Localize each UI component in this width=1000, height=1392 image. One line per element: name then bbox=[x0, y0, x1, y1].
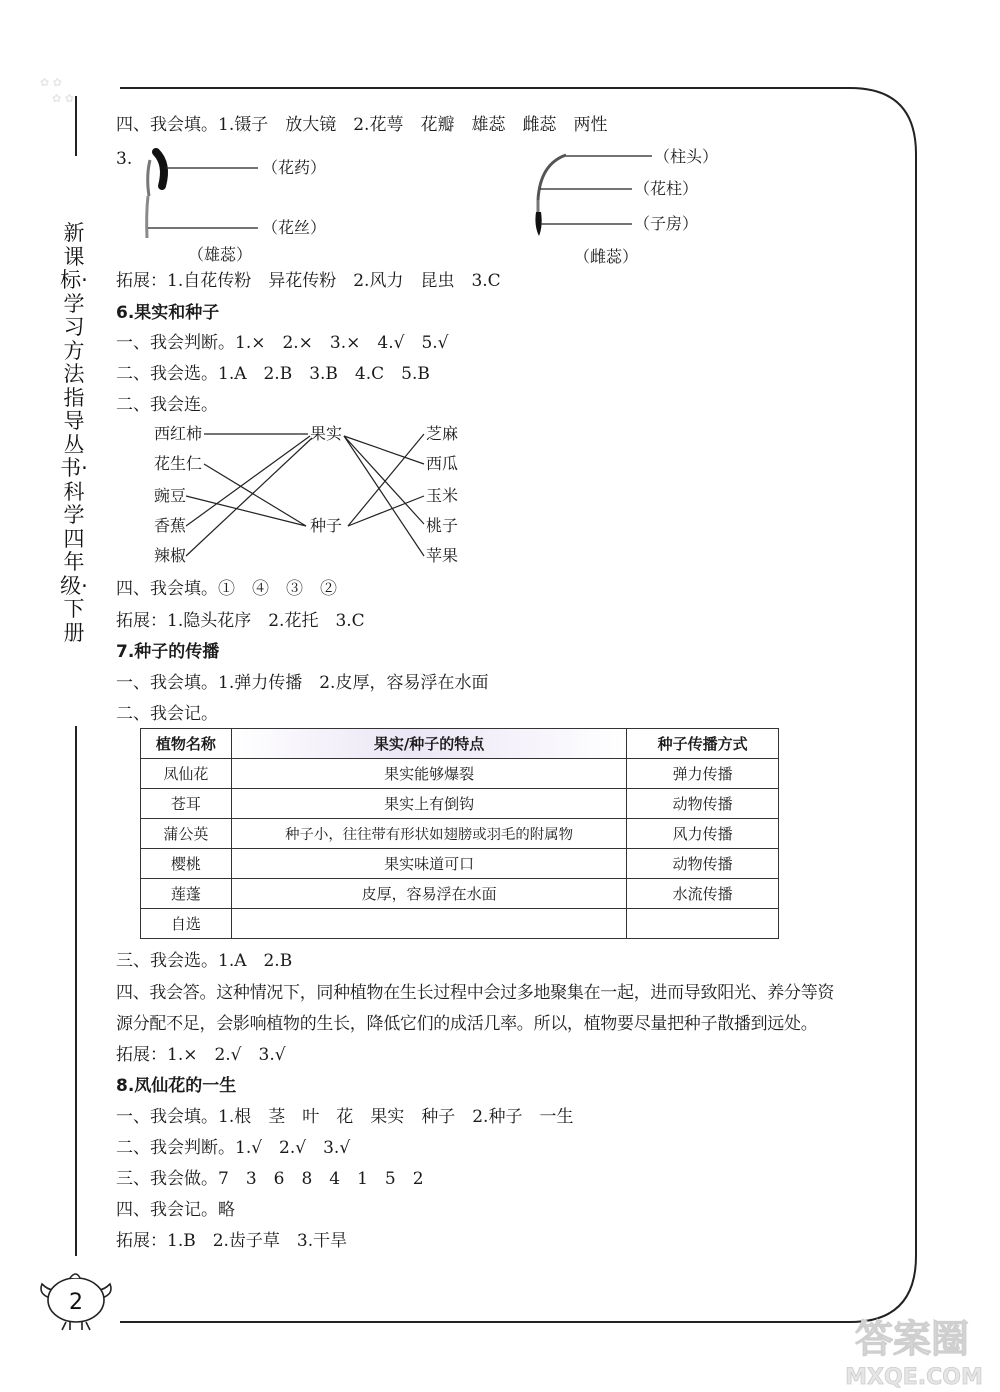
cell-method bbox=[627, 909, 779, 939]
cell-feature: 果实味道可口 bbox=[231, 849, 626, 879]
s7-fill: 一、我会填。1.弹力传播 2.皮厚，容易浮在水面 bbox=[116, 673, 489, 693]
match-right-4: 苹果 bbox=[426, 546, 459, 565]
match-right-1: 西瓜 bbox=[426, 454, 459, 473]
series-title: 新课标·学习方法指导丛书·科学四年级·下册 bbox=[60, 221, 88, 645]
label-stigma: （柱头） bbox=[654, 147, 719, 166]
cell-feature: 果实能够爆裂 bbox=[231, 759, 626, 789]
s8-order: 三、我会做。7 3 6 8 4 1 5 2 bbox=[116, 1169, 424, 1189]
header-method: 种子传播方式 bbox=[627, 729, 779, 759]
svg-text:✿ ✿: ✿ ✿ bbox=[40, 76, 62, 89]
table-row bbox=[141, 759, 779, 789]
cell-method: 风力传播 bbox=[627, 819, 779, 849]
cell-plant: 自选 bbox=[141, 909, 232, 939]
cell-plant: 苍耳 bbox=[141, 789, 232, 819]
svg-text:✿ ✿: ✿ ✿ bbox=[52, 92, 74, 105]
table-header-row bbox=[141, 729, 779, 759]
s6-extension: 拓展：1.隐头花序 2.花托 3.C bbox=[116, 611, 365, 631]
match-right-0: 芝麻 bbox=[426, 424, 459, 443]
cell-plant: 莲蓬 bbox=[141, 879, 232, 909]
match-left-0: 西红柿 bbox=[154, 424, 203, 443]
match-middle-1: 种子 bbox=[310, 516, 343, 535]
seed-dispersal-table bbox=[140, 728, 779, 939]
watermark-logo bbox=[822, 1304, 1000, 1392]
s7-answer-line-1: 四、我会答。这种情况下，同种植物在生长过程中会过多地聚集在一起，进而导致阳光、养分等资 bbox=[116, 983, 835, 1003]
cell-feature bbox=[231, 909, 626, 939]
s7-choose: 三、我会选。1.A 2.B bbox=[116, 951, 293, 971]
cell-plant: 蒲公英 bbox=[141, 819, 232, 849]
s8-judge: 二、我会判断。1.√ 2.√ 3.√ bbox=[116, 1138, 351, 1158]
match-left-4: 辣椒 bbox=[154, 546, 187, 565]
match-middle-0: 果实 bbox=[310, 424, 343, 443]
label-style: （花柱） bbox=[634, 179, 699, 198]
cell-feature: 果实上有倒钩 bbox=[231, 789, 626, 819]
match-right-2: 玉米 bbox=[426, 486, 459, 505]
s5-extension: 拓展：1.自花传粉 异花传粉 2.风力 昆虫 3.C bbox=[116, 271, 501, 291]
s7-answer-line-2: 源分配不足，会影响植物的生长，降低它们的成活几率。所以，植物要尽量把种子散播到远处。 bbox=[116, 1014, 818, 1034]
table-row bbox=[141, 849, 779, 879]
label-filament: （花丝） bbox=[262, 218, 327, 237]
s5-q3-number: 3. bbox=[116, 149, 133, 169]
cell-plant: 樱桃 bbox=[141, 849, 232, 879]
cell-feature: 种子小，往往带有形状如翅膀或羽毛的附属物 bbox=[231, 819, 626, 849]
s6-connect: 二、我会连。 bbox=[116, 395, 218, 415]
s7-title: 7.种子的传播 bbox=[116, 642, 220, 662]
page-number-badge bbox=[36, 1264, 116, 1334]
s6-fill: 四、我会填。① ④ ③ ② bbox=[116, 579, 337, 599]
cell-method: 弹力传播 bbox=[627, 759, 779, 789]
match-left-2: 豌豆 bbox=[154, 486, 187, 505]
page-number: 2 bbox=[69, 1290, 83, 1315]
cell-method: 动物传播 bbox=[627, 849, 779, 879]
header-plant: 植物名称 bbox=[141, 729, 232, 759]
label-anther: （花药） bbox=[262, 158, 327, 177]
watermark-text: 答案圈 bbox=[854, 1317, 970, 1361]
s6-choose: 二、我会选。1.A 2.B 3.B 4.C 5.B bbox=[116, 364, 430, 384]
label-ovary: （子房） bbox=[634, 214, 699, 233]
s8-record: 四、我会记。略 bbox=[116, 1200, 235, 1220]
table-row bbox=[141, 909, 779, 939]
s8-title: 8.凤仙花的一生 bbox=[116, 1076, 237, 1096]
s6-judge: 一、我会判断。1.× 2.× 3.× 4.√ 5.√ bbox=[116, 333, 449, 353]
s5-fill-answer: 四、我会填。1.镊子 放大镜 2.花萼 花瓣 雄蕊 雌蕊 两性 bbox=[116, 115, 608, 135]
header-feature: 果实/种子的特点 bbox=[231, 729, 626, 759]
table-row bbox=[141, 879, 779, 909]
s8-fill: 一、我会填。1.根 茎 叶 花 果实 种子 2.种子 一生 bbox=[116, 1107, 574, 1127]
match-left-3: 香蕉 bbox=[154, 516, 187, 535]
match-right-3: 桃子 bbox=[426, 516, 459, 535]
cell-method: 水流传播 bbox=[627, 879, 779, 909]
caption-stamen: （雄蕊） bbox=[188, 245, 253, 264]
table-row bbox=[141, 819, 779, 849]
cell-method: 动物传播 bbox=[627, 789, 779, 819]
s6-title: 6.果实和种子 bbox=[116, 303, 220, 323]
match-left-1: 花生仁 bbox=[154, 454, 203, 473]
cell-plant: 凤仙花 bbox=[141, 759, 232, 789]
s7-extension: 拓展：1.× 2.√ 3.√ bbox=[116, 1045, 286, 1065]
cell-feature: 皮厚，容易浮在水面 bbox=[231, 879, 626, 909]
s7-record: 二、我会记。 bbox=[116, 704, 218, 724]
watermark-url: MXQE.COM bbox=[845, 1365, 983, 1390]
table-row bbox=[141, 789, 779, 819]
s8-extension: 拓展：1.B 2.齿子草 3.干旱 bbox=[116, 1231, 348, 1251]
caption-pistil: （雌蕊） bbox=[574, 247, 639, 266]
